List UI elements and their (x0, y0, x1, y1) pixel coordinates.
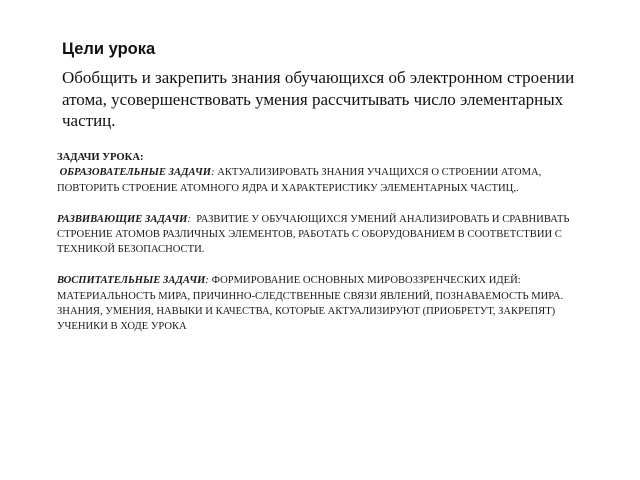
slide-title: Цели урока (62, 40, 156, 58)
skills-text: ЗНАНИЯ, УМЕНИЯ, НАВЫКИ И КАЧЕСТВА, КОТОРЫЕ АКТУАЛИЗИРУЮТ (ПРИОБРЕТУТ, ЗАКРЕПЯТ) УЧЕНИКИ В ХОДЕ УРОКА (57, 306, 556, 333)
developing-tasks-label: РАЗВИВАЮЩИЕ ЗАДАЧИ (57, 213, 188, 225)
upbringing-tasks-text: ФОРМИРОВАНИЕ ОСНОВНЫХ МИРОВОЗЗРЕНЧЕСКИХ ИДЕЙ: МАТЕРИАЛЬНОСТЬ МИРА, ПРИЧИННО-СЛЕДСТВЕННЫЕ СВЯЗИ ЯВЛЕНИЙ, ПОЗНАВАЕМОСТЬ МИРА. (57, 275, 564, 302)
upbringing-tasks-label: ВОСПИТАТЕЛЬНЫЕ ЗАДАЧИ (57, 275, 206, 287)
educational-tasks-label: ОБРАЗОВАТЕЛЬНЫЕ ЗАДАЧИ (59, 167, 212, 179)
lesson-goal-text: Обобщить и закрепить знания обучающихся об электронном строении атома, усовершенствовать умения рассчитывать число элементарных частиц. (62, 68, 575, 130)
developing-tasks-text: РАЗВИТИЕ У ОБУЧАЮЩИХСЯ УМЕНИЙ АНАЛИЗИРОВАТЬ И СРАВНИВАТЬ СТРОЕНИЕ АТОМОВ РАЗЛИЧНЫХ ЭЛЕМЕНТОВ, РАБОТАТЬ С ОБОРУДОВАНИЕМ В СООТВЕТСТВИИ С ТЕХНИКОЙ БЕЗОПАСНОСТИ. (57, 213, 570, 256)
educational-tasks-text: АКТУАЛИЗИРОВАТЬ ЗНАНИЯ УЧАЩИХСЯ О СТРОЕНИИ АТОМА, ПОВТОРИТЬ СТРОЕНИЕ АТОМНОГО ЯДРА И ХАРАКТЕРИСТИКУ ЭЛЕМЕНТАРНЫХ ЧАСТИЦ,. (57, 167, 542, 194)
tasks-heading: ЗАДАЧИ УРОКА: (57, 152, 144, 163)
lesson-tasks (57, 150, 597, 335)
upbringing-tasks: ВОСПИТАТЕЛЬНЫЕ ЗАДАЧИ: ФОРМИРОВАНИЕ ОСНОВНЫХ МИРОВОЗЗРЕНЧЕСКИХ ИДЕЙ: МАТЕРИАЛЬНОСТЬ МИРА, ПРИЧИННО-СЛЕДСТВЕННЫЕ СВЯЗИ ЯВЛЕНИЙ, ПОЗНАВАЕМОСТЬ МИРА. (57, 275, 564, 302)
educational-tasks: ОБРАЗОВАТЕЛЬНЫЕ ЗАДАЧИ: АКТУАЛИЗИРОВАТЬ ЗНАНИЯ УЧАЩИХСЯ О СТРОЕНИИ АТОМА, ПОВТОРИТЬ СТРОЕНИЕ АТОМНОГО ЯДРА И ХАРАКТЕРИСТИКУ ЭЛЕМЕНТАРНЫХ ЧАСТИЦ,. (57, 167, 542, 194)
developing-tasks: РАЗВИВАЮЩИЕ ЗАДАЧИ: РАЗВИТИЕ У ОБУЧАЮЩИХСЯ УМЕНИЙ АНАЛИЗИРОВАТЬ И СРАВНИВАТЬ СТРОЕНИЕ АТОМОВ РАЗЛИЧНЫХ ЭЛЕМЕНТОВ, РАБОТАТЬ С ОБОРУДОВАНИЕМ В СООТВЕТСТВИИ С ТЕХНИКОЙ БЕЗОПАСНОСТИ. (57, 213, 570, 256)
